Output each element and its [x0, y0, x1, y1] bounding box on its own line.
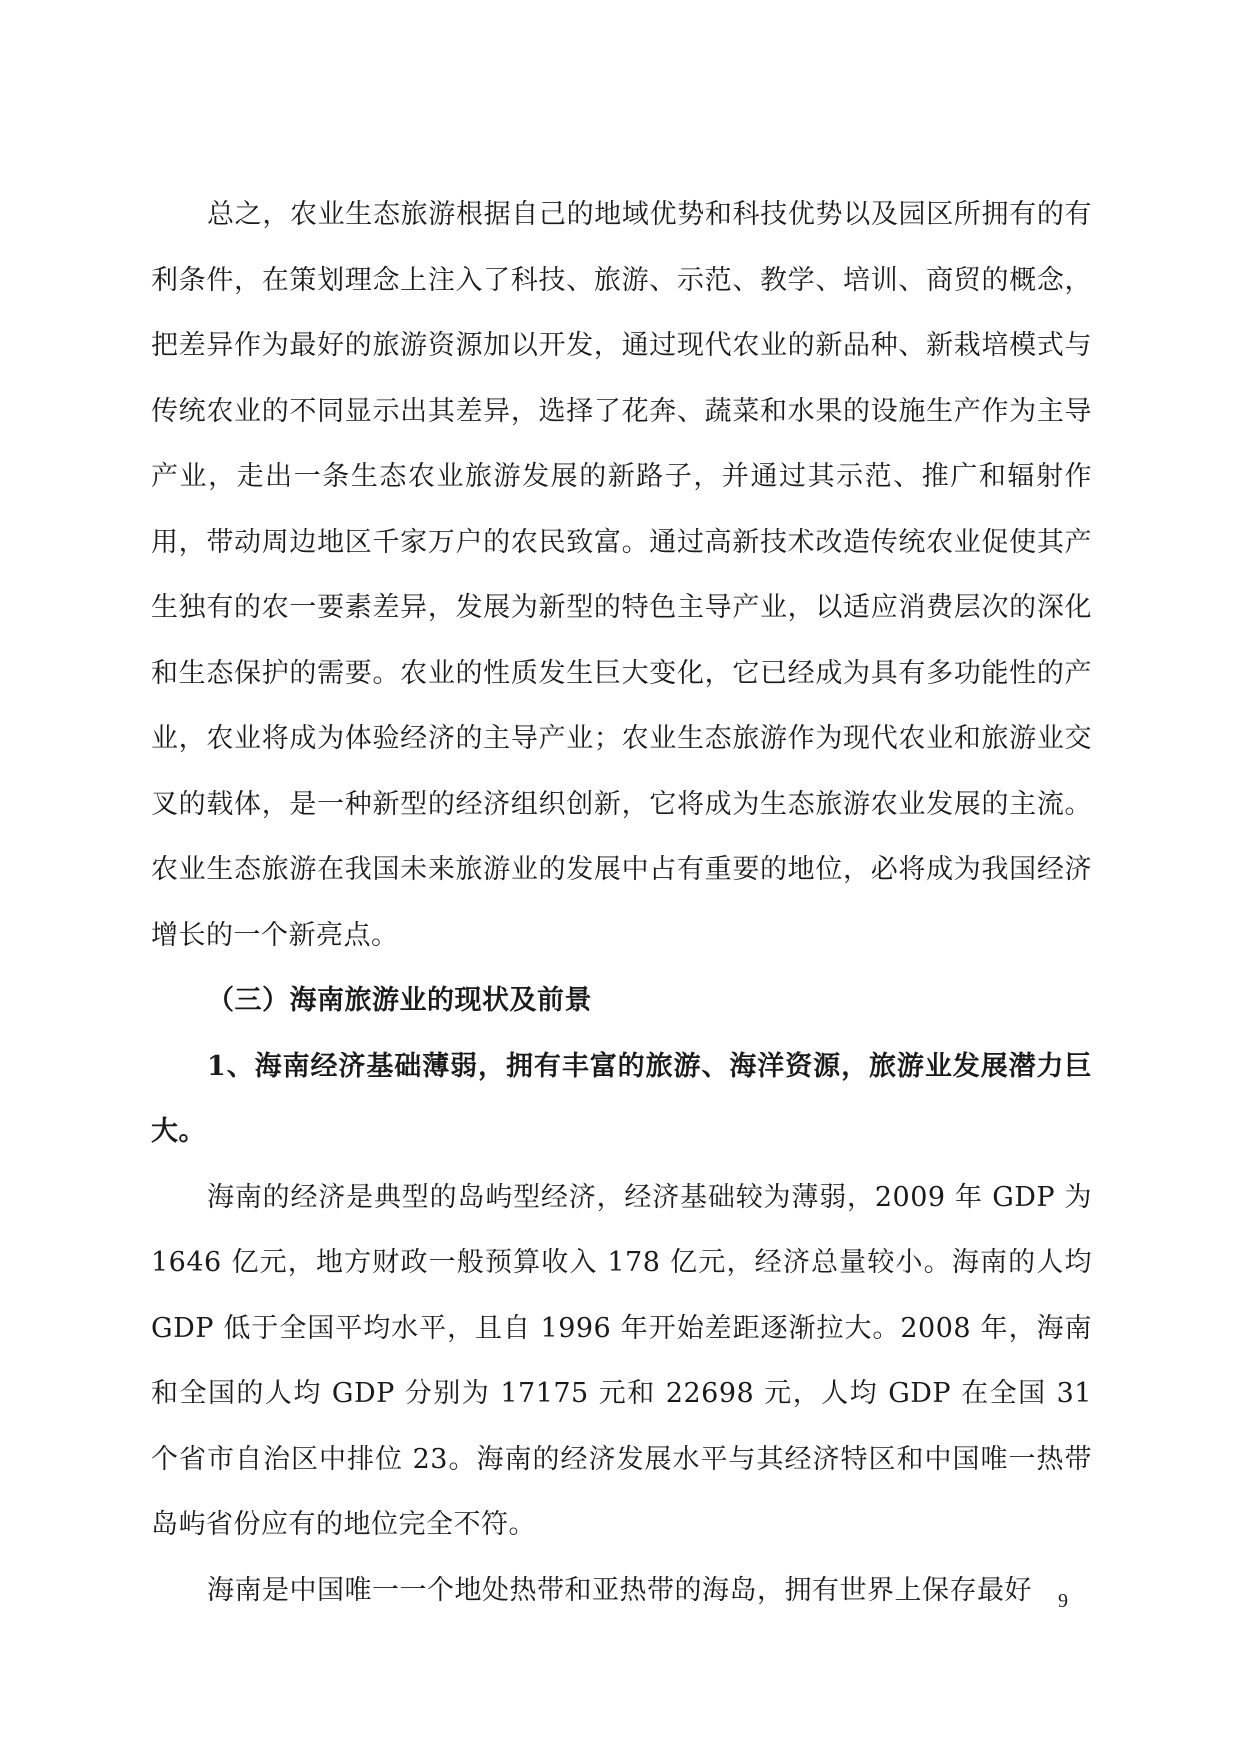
document-body: [151, 182, 1092, 1623]
paragraph-agri-eco-tourism-summary: 总之，农业生态旅游根据自己的地域优势和科技优势以及园区所拥有的有利条件，在策划理念上注入了科技、旅游、示范、教学、培训、商贸的概念，把差异作为最好的旅游资源加以开发，通过现代农业的新品种、新栽培模式与传统农业的不同显示出其差异，选择了花奔、蔬菜和水果的设施生产作为主导产业，走出一条生态农业旅游发展的新路子，并通过其示范、推广和辐射作用，带动周边地区千家万户的农民致富。通过高新技术改造传统农业促使其产生独有的农一要素差异，发展为新型的特色主导产业，以适应消费层次的深化和生态保护的需要。农业的性质发生巨大变化，它已经成为具有多功能性的产业，农业将成为体验经济的主导产业；农业生态旅游作为现代农业和旅游业交叉的载体，是一种新型的经济组织创新，它将成为生态旅游农业发展的主流。农业生态旅游在我国未来旅游业的发展中占有重要的地位，必将成为我国经济增长的一个新亮点。: [151, 199, 1092, 951]
paragraph-hainan-economy: 海南的经济是典型的岛屿型经济，经济基础较为薄弱，2009 年 GDP 为 1646 亿元，地方财政一般预算收入 178 亿元，经济总量较小。海南的人均 GDP 低于全国平均水平，且自 1996 年开始差距逐渐拉大。2008 年，海南和全国的人均 GDP 分别为 17175 元和 22698 元，人均 GDP 在全国 31 个省市自治区中排位 23。海南的经济发展水平与其经济特区和中国唯一热带岛屿省份应有的地位完全不符。: [151, 1181, 1092, 1540]
subsection-heading-hainan-economy: 1、海南经济基础薄弱，拥有丰富的旅游、海洋资源，旅游业发展潜力巨大。: [151, 1050, 1092, 1147]
page-number: 9: [1058, 1590, 1068, 1612]
section-heading-hainan-tourism: （三）海南旅游业的现状及前景: [207, 985, 592, 1016]
paragraph-hainan-island: 海南是中国唯一一个地处热带和亚热带的海岛，拥有世界上保存最好: [207, 1574, 1032, 1606]
